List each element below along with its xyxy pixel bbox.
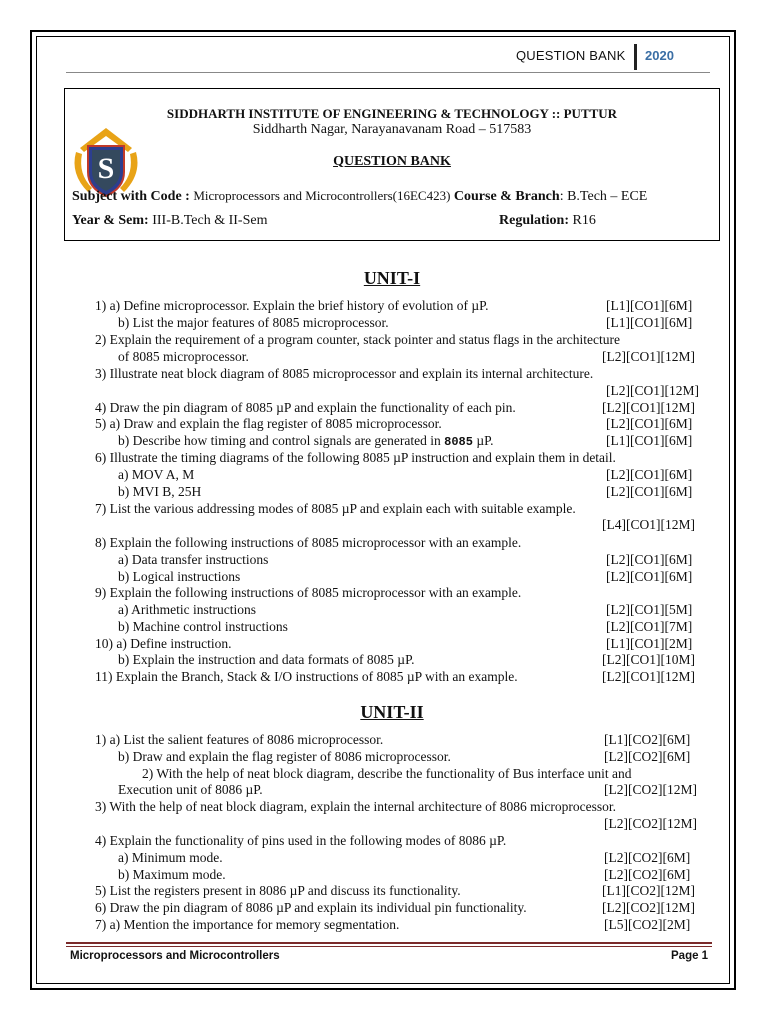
logo-letter: S <box>97 152 115 185</box>
question-line <box>118 433 494 450</box>
marks: [L2][CO2][6M] <box>604 867 691 882</box>
question-line: 6) Draw the pin diagram of 8086 µP and explain its individual pin functionality. <box>95 900 527 915</box>
marks: [L1][CO2][6M] <box>604 732 691 747</box>
question-line: b) Draw and explain the flag register of 8086 microprocessor. <box>118 749 451 764</box>
question-line: 1) a) Define microprocessor. Explain the brief history of evolution of µP. <box>95 298 489 313</box>
marks: [L2][CO1][12M] <box>606 383 699 398</box>
question-line: 4) Draw the pin diagram of 8085 µP and explain the functionality of each pin. <box>95 400 516 415</box>
header-rule <box>66 72 710 73</box>
marks: [L2][CO1][6M] <box>606 569 693 584</box>
footer-subject: Microprocessors and Microcontrollers <box>70 950 280 962</box>
unit-1-title: UNIT-I <box>363 268 421 288</box>
regulation <box>499 213 596 229</box>
marks: [L2][CO1][7M] <box>606 619 693 634</box>
page-number: Page 1 <box>671 950 709 962</box>
marks: [L1][CO1][6M] <box>606 315 693 330</box>
question-line: a) MOV A, M <box>118 467 195 482</box>
header-label: QUESTION BANK <box>516 48 626 63</box>
marks: [L1][CO1][6M] <box>606 298 693 313</box>
institute-name: SIDDHARTH INSTITUTE OF ENGINEERING & TECHNOLOGY :: PUTTUR <box>166 106 618 121</box>
chip-code: 8085 <box>444 435 473 449</box>
question-line: 7) a) Mention the importance for memory segmentation. <box>95 917 400 932</box>
footer-rule <box>66 942 712 944</box>
marks: [L4][CO1][12M] <box>602 517 695 532</box>
course-value: : B.Tech – ECE <box>559 189 648 204</box>
question-line: b) MVI B, 25H <box>118 484 202 499</box>
marks: [L2][CO1][12M] <box>602 669 695 684</box>
question-line: 9) Explain the following instructions of 8085 microprocessor with an example. <box>95 585 522 600</box>
marks: [L5][CO2][2M] <box>604 917 691 932</box>
question-line: 3) With the help of neat block diagram, explain the internal architecture of 8086 microprocessor. <box>95 799 617 814</box>
unit-2-title: UNIT-II <box>360 702 424 722</box>
question-line: 10) a) Define instruction. <box>95 636 232 651</box>
document-title: QUESTION BANK <box>333 154 451 169</box>
year-sem-value: III-B.Tech & II-Sem <box>152 213 268 228</box>
question-line: 5) List the registers present in 8086 µP and discuss its functionality. <box>95 883 461 898</box>
marks: [L2][CO2][12M] <box>602 900 695 915</box>
question-line: 5) a) Draw and explain the flag register of 8085 microprocessor. <box>95 416 442 431</box>
marks: [L2][CO1][12M] <box>602 400 695 415</box>
marks: [L2][CO1][5M] <box>606 602 693 617</box>
marks: [L2][CO1][6M] <box>606 552 693 567</box>
question-line: b) Logical instructions <box>118 569 241 584</box>
question-line: 8) Explain the following instructions of 8085 microprocessor with an example. <box>95 535 522 550</box>
header-year: 2020 <box>645 48 674 63</box>
marks: [L1][CO1][6M] <box>606 433 693 448</box>
question-line: 1) a) List the salient features of 8086 microprocessor. <box>95 732 384 747</box>
marks: [L2][CO2][12M] <box>604 782 697 797</box>
question-line: 11) Explain the Branch, Stack & I/O instructions of 8085 µP with an example. <box>95 669 518 684</box>
question-line: 6) Illustrate the timing diagrams of the following 8085 µP instruction and explain them in detail. <box>95 450 616 465</box>
marks: [L2][CO1][6M] <box>606 416 693 431</box>
marks: [L2][CO1][12M] <box>602 349 695 364</box>
question-line: 2) Explain the requirement of a program counter, stack pointer and status flags in the architecture <box>95 332 621 347</box>
marks: [L2][CO1][10M] <box>602 652 695 667</box>
regulation-label: Regulation: <box>499 213 569 228</box>
subject-line <box>72 188 647 205</box>
question-text: b) Describe how timing and control signals are generated in <box>118 433 441 448</box>
question-line: 2) With the help of neat block diagram, describe the functionality of Bus interface unit and <box>142 766 632 781</box>
year-sem <box>72 213 268 229</box>
institute-address: Siddharth Nagar, Narayanavanam Road – 517583 <box>252 122 532 137</box>
header-divider <box>634 44 637 70</box>
question-text: µP. <box>476 433 494 448</box>
question-line: 7) List the various addressing modes of 8085 µP and explain each with suitable example. <box>95 501 576 516</box>
year-sem-label: Year & Sem: <box>72 213 149 228</box>
marks: [L2][CO1][6M] <box>606 484 693 499</box>
marks: [L2][CO2][12M] <box>604 816 697 831</box>
question-line: of 8085 microprocessor. <box>118 349 249 364</box>
question-line: a) Minimum mode. <box>118 850 223 865</box>
question-line: b) Explain the instruction and data formats of 8085 µP. <box>118 652 415 667</box>
marks: [L2][CO2][6M] <box>604 850 691 865</box>
question-line: a) Data transfer instructions <box>118 552 269 567</box>
question-line: b) Machine control instructions <box>118 619 288 634</box>
footer-rule <box>66 946 712 947</box>
course-label: Course & Branch <box>453 189 560 204</box>
question-line: b) Maximum mode. <box>118 867 226 882</box>
subject-label: Subject with Code : <box>72 189 190 204</box>
question-line: 4) Explain the functionality of pins used in the following modes of 8086 µP. <box>95 833 507 848</box>
marks: [L1][CO2][12M] <box>602 883 695 898</box>
question-line: Execution unit of 8086 µP. <box>118 782 263 797</box>
marks: [L2][CO1][6M] <box>606 467 693 482</box>
subject-value: Microprocessors and Microcontrollers(16EC423) <box>193 188 451 203</box>
marks: [L1][CO1][2M] <box>606 636 693 651</box>
question-line: a) Arithmetic instructions <box>118 602 256 617</box>
marks: [L2][CO2][6M] <box>604 749 691 764</box>
question-line: 3) Illustrate neat block diagram of 8085 microprocessor and explain its internal architecture. <box>95 366 594 381</box>
question-line: b) List the major features of 8085 microprocessor. <box>118 315 389 330</box>
regulation-value: R16 <box>572 213 596 228</box>
